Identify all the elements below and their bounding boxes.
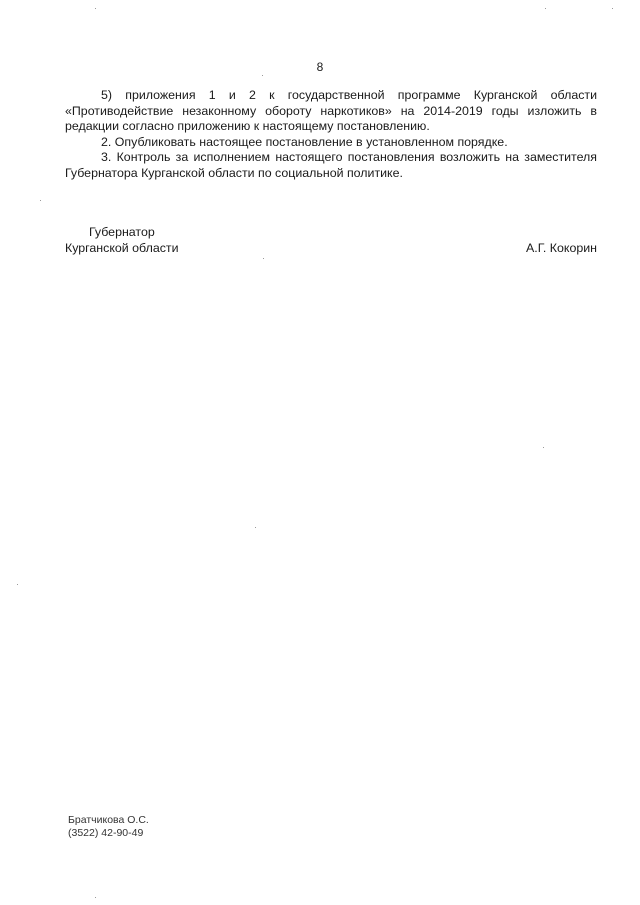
scan-speck bbox=[95, 8, 96, 9]
signatory-title-line1: Губернатор bbox=[89, 225, 155, 239]
scan-speck bbox=[95, 897, 96, 898]
paragraph-item-5: 5) приложения 1 и 2 к государственной программе Курганской области «Противодействие незаконному обороту наркотиков» на 2014-2019 годы изложить в редакции согласно приложению к настоящему постановлению. bbox=[65, 88, 597, 134]
executor-info bbox=[68, 814, 149, 840]
scan-speck bbox=[40, 200, 41, 201]
scan-speck bbox=[543, 447, 544, 448]
scan-speck bbox=[545, 8, 546, 9]
scan-speck bbox=[255, 527, 256, 528]
page-number: 8 bbox=[316, 60, 324, 74]
scan-speck bbox=[612, 8, 613, 9]
signatory-title-line2: Курганской области bbox=[65, 241, 179, 255]
paragraph-control: 3. Контроль за исполнением настоящего постановления возложить на заместителя Губернатора Курганской области по социальной политике. bbox=[65, 150, 597, 180]
document-body bbox=[65, 88, 597, 182]
scan-speck bbox=[17, 584, 18, 585]
paragraph-publish: 2. Опубликовать настоящее постановление в установленном порядке. bbox=[101, 134, 508, 149]
scan-speck bbox=[263, 258, 264, 259]
signatory-title bbox=[65, 224, 179, 256]
executor-name: Братчикова О.С. bbox=[68, 814, 149, 826]
signatory-name: А.Г. Кокорин bbox=[525, 241, 597, 255]
executor-phone: (3522) 42-90-49 bbox=[68, 827, 144, 839]
scan-speck bbox=[262, 75, 263, 76]
